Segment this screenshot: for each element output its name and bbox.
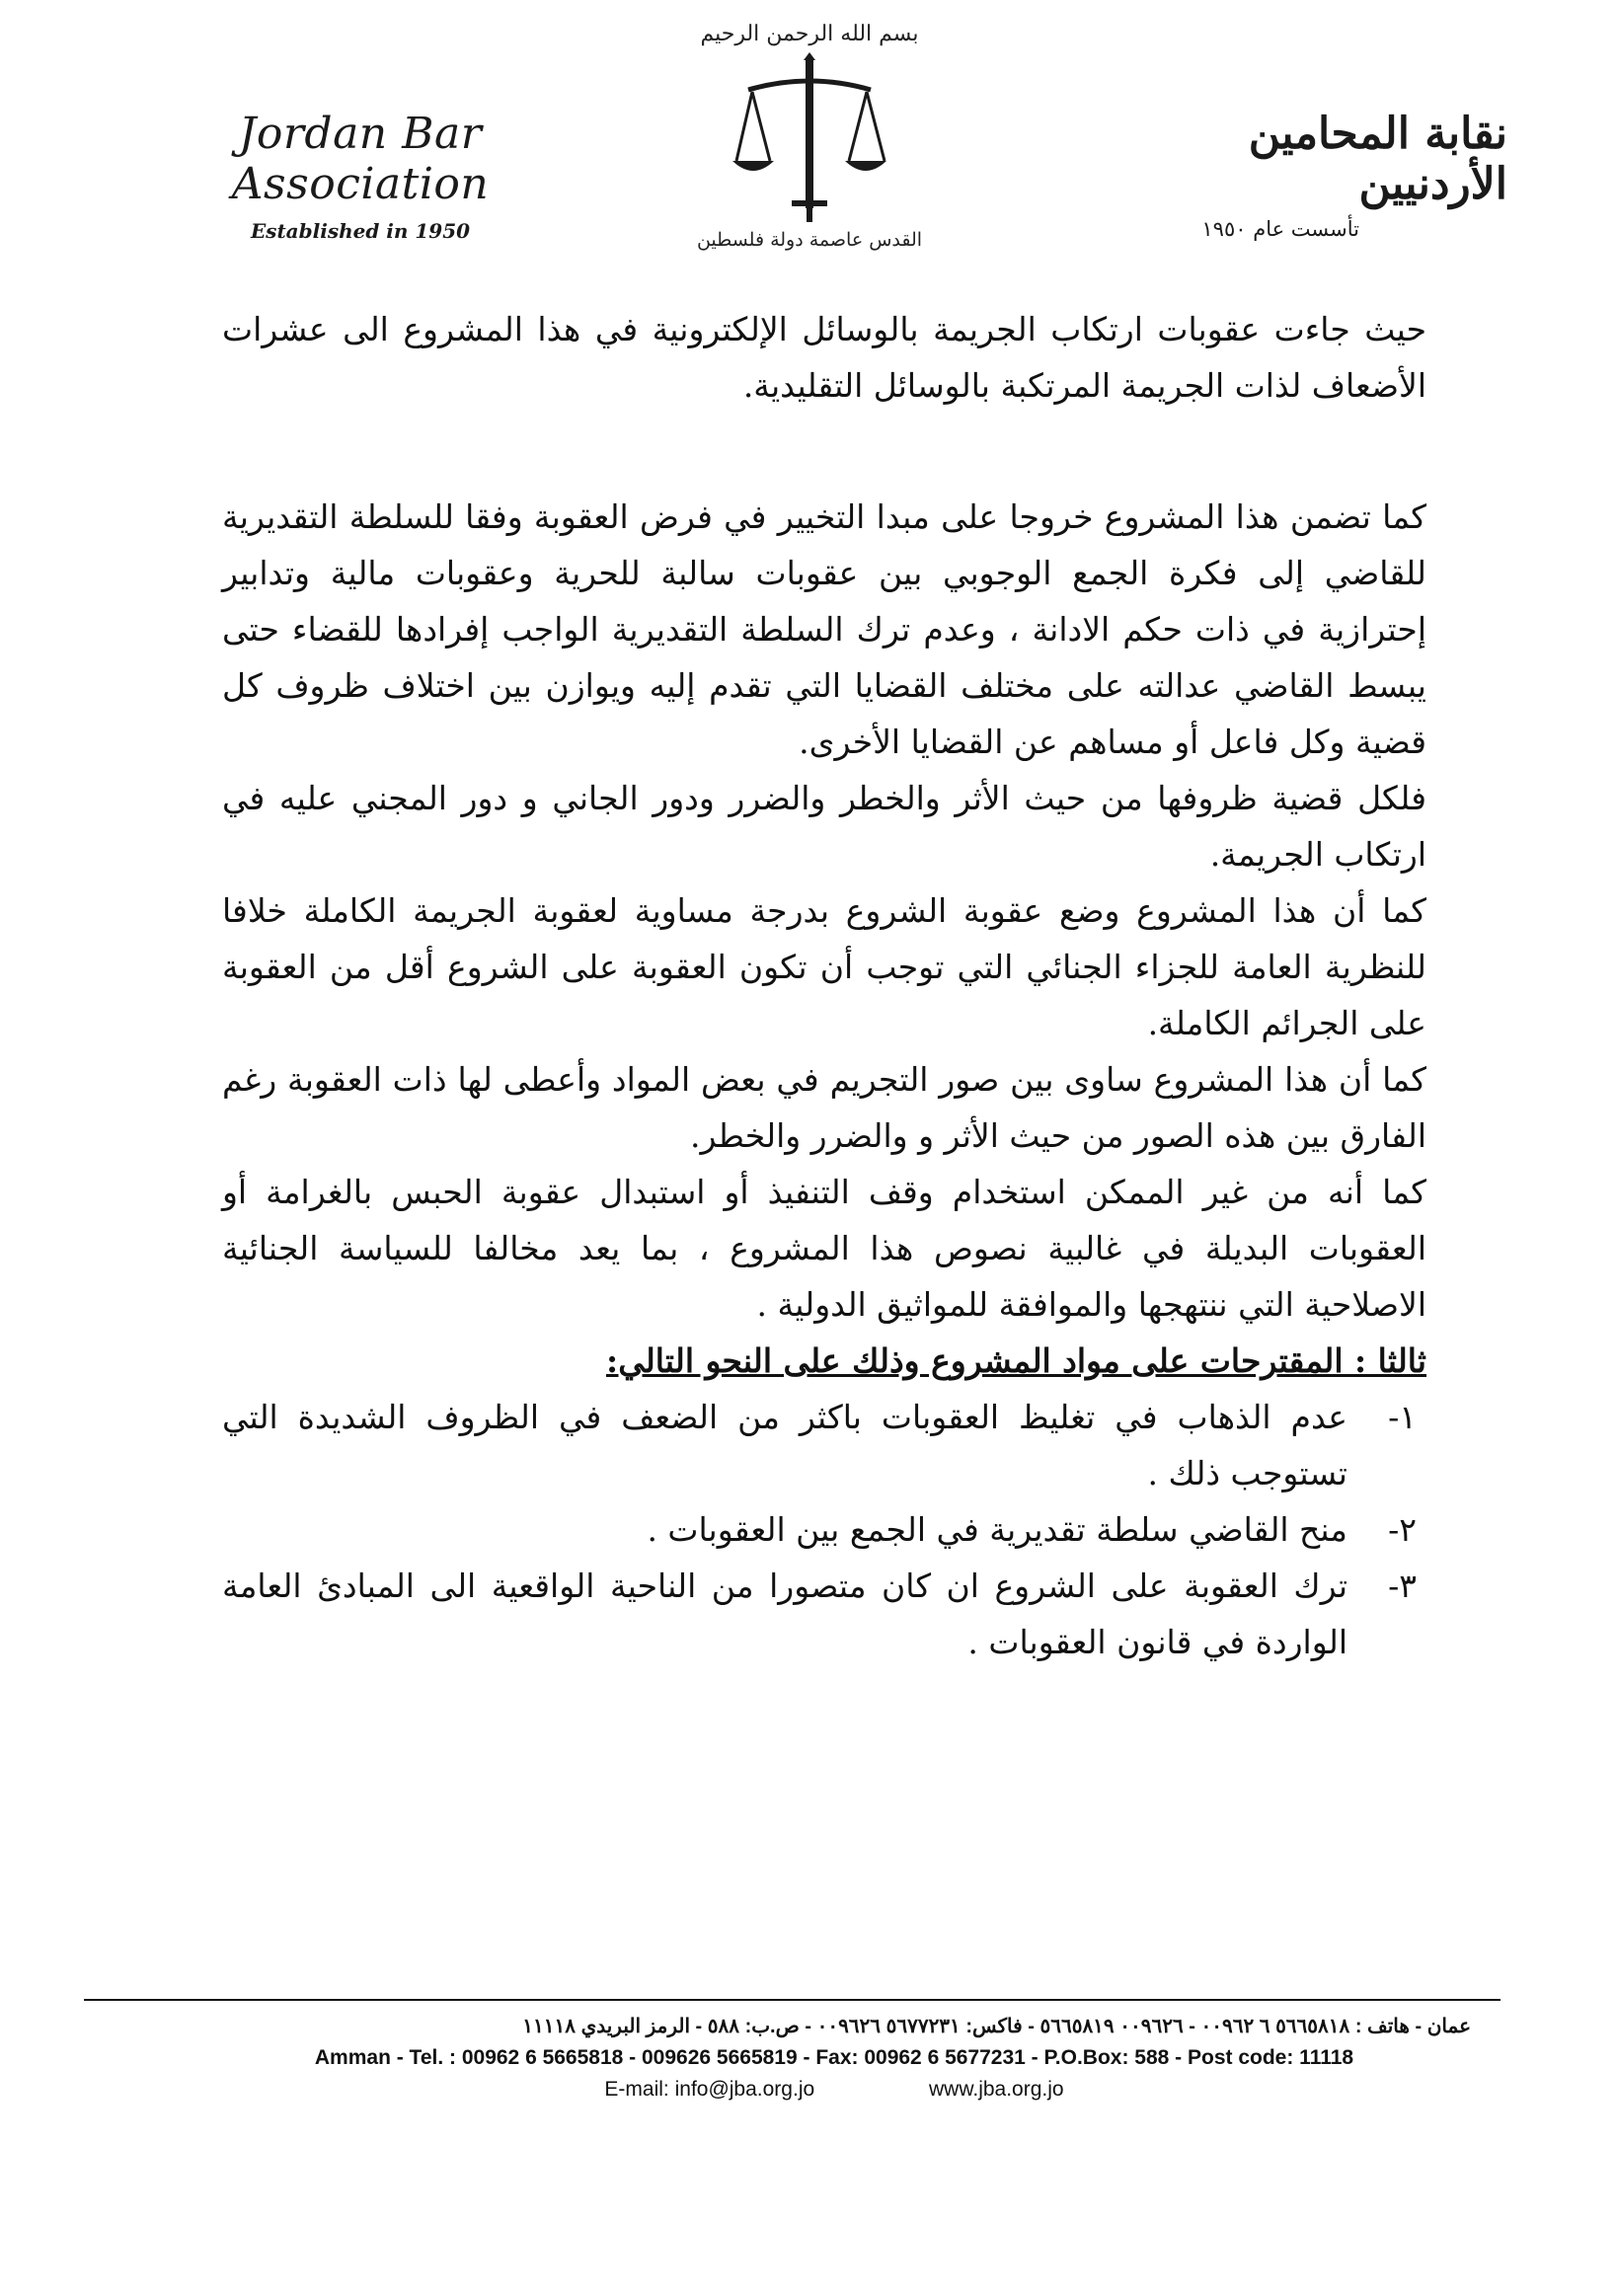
arabic-logo: [1093, 109, 1507, 241]
english-association-name: Jordan Bar Association: [231, 109, 490, 209]
list-item-text: منح القاضي سلطة تقديرية في الجمع بين العقوبات .: [647, 1510, 1347, 1549]
list-item-number: ٢-: [1388, 1510, 1417, 1549]
letter-body: [222, 301, 1426, 1670]
arabic-established: تأسست عام ١٩٥٠: [1201, 217, 1359, 241]
footer-website[interactable]: www.jba.org.jo: [929, 2078, 1064, 2101]
scales-sword-icon: [731, 52, 888, 225]
paragraph-3: فلكل قضية ظروفها من حيث الأثر والخطر والضرر ودور الجاني و دور المجني عليه في ارتكاب الجريمة.: [222, 779, 1426, 874]
center-emblem: [691, 22, 928, 288]
footer-arabic-contact: عمان - هاتف : ٥٦٦٥٨١٨ ٦ ٠٠٩٦٢ - ٠٠٩٦٢٦ ٥٦٦٥٨١٩ - فاكس: ٥٦٧٧٢٣١ ٠٠٩٦٢٦ - ص.ب: ٥٨٨ - الرمز البريدي ١١١١٨: [522, 2016, 1471, 2037]
list-item-number: ١-: [1388, 1398, 1417, 1436]
footer-web-contact: [197, 2078, 1471, 2102]
paragraph-5: كما أن هذا المشروع ساوى بين صور التجريم في بعض المواد وأعطى لها ذات العقوبة رغم الفارق بين هذه الصور من حيث الأثر و والضرر والخطر.: [222, 1060, 1426, 1155]
quds-motto: القدس عاصمة دولة فلسطين: [696, 229, 923, 251]
list-item-text: عدم الذهاب في تغليظ العقوبات باكثر من الضعف في الظروف الشديدة التي تستوجب ذلك .: [222, 1398, 1347, 1492]
section-heading: ثالثا : المقترحات على مواد المشروع وذلك على النحو التالي:: [606, 1341, 1426, 1380]
basmala: بسم الله الرحمن الرحيم: [700, 22, 919, 46]
paragraph-6: كما أنه من غير الممكن استخدام وقف التنفيذ أو استبدال عقوبة الحبس بالغرامة أو العقوبات البديلة في غالبية نصوص هذا المشروع ، بما يعد مخالفا للسياسة الجنائية الاصلاحية التي ننتهجها والموافقة للمواثيق الدولية .: [222, 1173, 1426, 1324]
english-logo: [173, 109, 548, 243]
english-established: Established in 1950: [250, 219, 471, 243]
arabic-association-name: نقابة المحامين الأردنيين: [1248, 109, 1507, 209]
list-item: [222, 1501, 1426, 1558]
list-item: [222, 1558, 1426, 1670]
footer-divider: [84, 1999, 1501, 2001]
list-item-text: ترك العقوبة على الشروع ان كان متصورا من الناحية الواقعية الى المبادئ العامة الواردة في قانون العقوبات .: [222, 1567, 1347, 1661]
spacer: [222, 414, 1426, 489]
list-item: [222, 1389, 1426, 1501]
footer-email[interactable]: E-mail: info@jba.org.jo: [604, 2078, 815, 2101]
footer-english-contact: Amman - Tel. : 00962 6 5665818 - 009626 5665819 - Fax: 00962 6 5677231 - P.O.Box: 588 - Post code: 11118: [314, 2046, 1354, 2069]
list-item-number: ٣-: [1388, 1567, 1417, 1605]
paragraph-2: كما تضمن هذا المشروع خروجا على مبدا التخيير في فرض العقوبة وفقا للسلطة التقديرية للقاضي إلى فكرة الجمع الوجوبي بين عقوبات سالبة للحرية وعقوبات مالية وتدابير إحترازية في ذات حكم الادانة ، وعدم ترك السلطة التقديرية الواجب إفرادها للقضاء حتى يبسط القاضي عدالته على مختلف القضايا التي تقدم إليه ويوازن بين اختلاف ظروف كل قضية وكل فاعل أو مساهم عن القضايا الأخرى.: [222, 497, 1426, 761]
paragraph-1: حيث جاءت عقوبات ارتكاب الجريمة بالوسائل الإلكترونية في هذا المشروع الى عشرات الأضعاف لذات الجريمة المرتكبة بالوسائل التقليدية.: [222, 310, 1426, 405]
footer: [197, 2014, 1471, 2102]
letterhead: [0, 0, 1616, 296]
paragraph-4: كما أن هذا المشروع وضع عقوبة الشروع بدرجة مساوية لعقوبة الجريمة الكاملة خلافا للنظرية العامة للجزاء الجنائي التي توجب أن تكون العقوبة على الشروع أقل من العقوبة على الجرائم الكاملة.: [222, 891, 1426, 1042]
